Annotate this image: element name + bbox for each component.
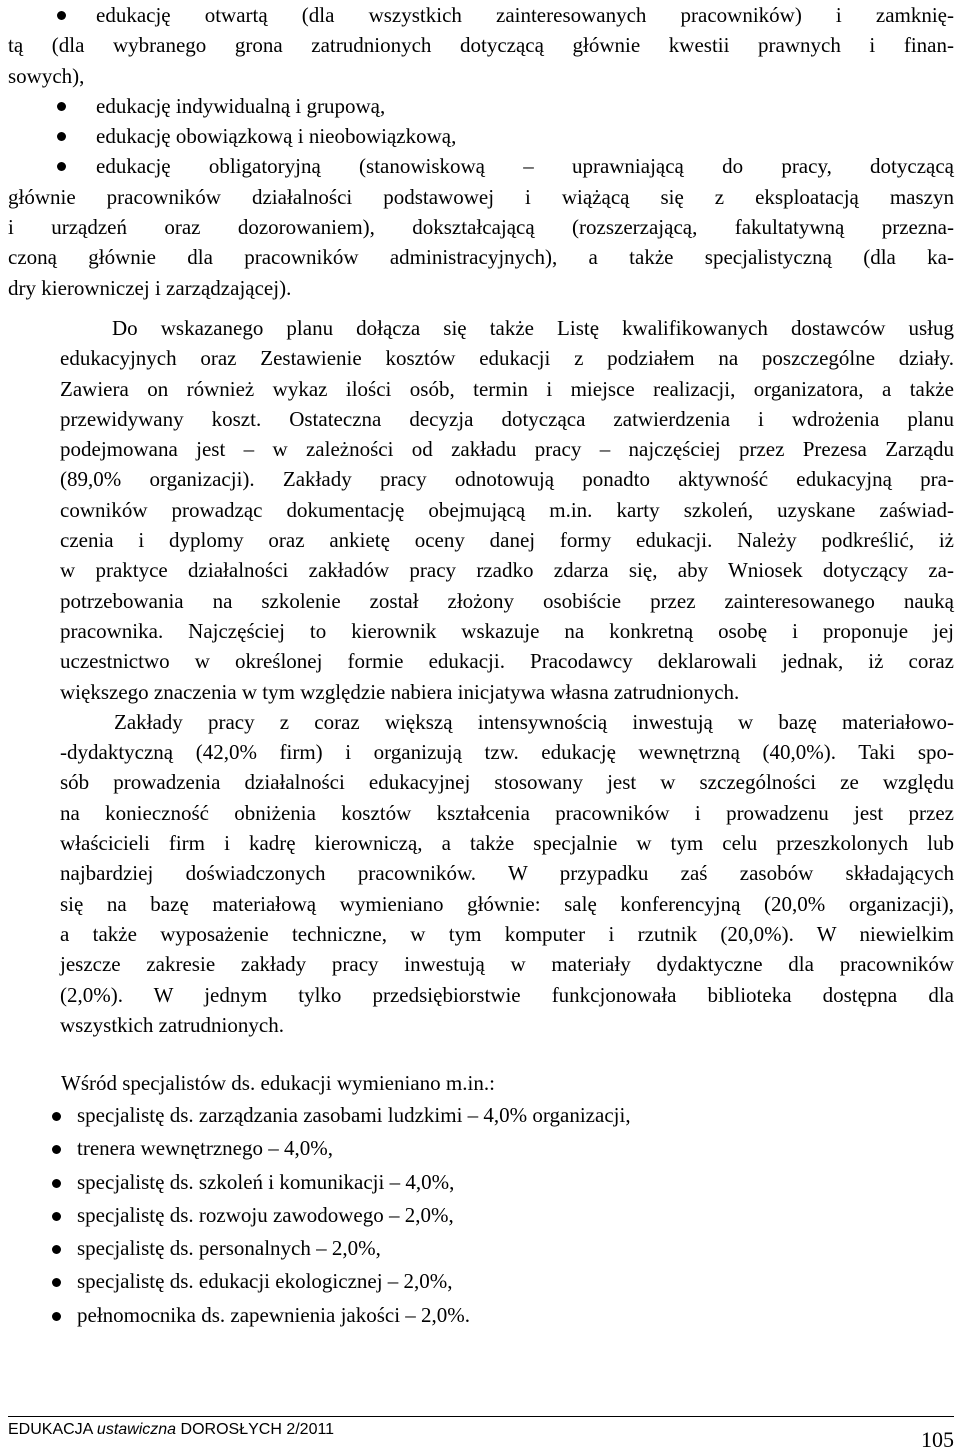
bullet-line: sowych), — [8, 63, 85, 88]
paragraph-line: czenia i dyplomy oraz ankietę oceny danej formy edukacji. Należy podkreślić, iż — [60, 528, 954, 553]
bullet-line: edukację obligatoryjną (stanowiskową – uprawniającą do pracy, dotyczącą — [96, 154, 954, 179]
bullet-icon — [52, 1278, 61, 1287]
list-item — [8, 1233, 954, 1266]
paragraph-line: pracownika. Najczęściej to kierownik wskazuje na konkretną osobę i proponuje jej — [60, 618, 954, 643]
paragraph — [8, 313, 954, 707]
bullet-list-specialists — [8, 1100, 954, 1333]
bullet-icon — [52, 1245, 61, 1254]
list-item-label: specjalistę ds. zarządzania zasobami ludzkimi – 4,0% organizacji, — [77, 1103, 631, 1127]
paragraph-line: (89,0% organizacji). Zakłady pracy odnotowują ponadto aktywność edukacyjną pra- — [60, 467, 954, 492]
list-item-label: specjalistę ds. szkoleń i komunikacji – 4,0%, — [77, 1169, 455, 1194]
body-text — [8, 313, 954, 1040]
paragraph-line: edukacyjnych oraz Zestawienie kosztów edukacji z podziałem na poszczególne działy. — [60, 346, 954, 371]
paragraph — [8, 707, 954, 1040]
journal-title-italic: ustawiczna — [96, 1421, 177, 1438]
page-number: 105 — [921, 1427, 954, 1452]
paragraph-line: wszystkich zatrudnionych. — [60, 1012, 284, 1037]
bullet-line: edukację indywidualną i grupową, — [96, 93, 386, 118]
bullet-icon — [52, 1312, 61, 1321]
paragraph-line: na konieczność obniżenia kosztów kształcenia pracowników i prowadzenu jest przez — [60, 800, 954, 825]
bullet-item — [8, 121, 954, 151]
bullet-icon — [52, 1212, 61, 1221]
paragraph-line: (2,0%). W jednym tylko przedsiębiorstwie funkcjonowała biblioteka dostępna dla — [60, 982, 954, 1007]
paragraph-line: Zakłady pracy z coraz większą intensywnością inwestują w bazę materiałowo- — [114, 709, 954, 734]
paragraph-line: uczestnictwo w określonej formie edukacji. Pracodawcy deklarowali jednak, iż coraz — [60, 649, 954, 674]
list-item-label: specjalistę ds. edukacji ekologicznej – 2,0%, — [77, 1269, 453, 1294]
paragraph-line: cowników prowadząc dokumentację obejmującą m.in. karty szkoleń, uzyskane zaświad- — [60, 497, 954, 522]
bullet-line: dry kierowniczej i zarządzającej). — [8, 275, 292, 300]
paragraph-line: Do wskazanego planu dołącza się także Listę kwalifikowanych dostawców usług — [112, 316, 954, 340]
bullet-icon — [52, 1112, 61, 1121]
paragraph-line: -dydaktyczną (42,0% firm) i organizują tzw. edukację wewnętrzną (40,0%). Taki spo- — [60, 740, 954, 765]
bullet-icon — [57, 102, 66, 111]
list-item — [8, 1133, 954, 1166]
journal-title-part: DOROSŁYCH 2/2011 — [176, 1421, 335, 1438]
list-item-label: specjalistę ds. personalnych – 2,0%, — [77, 1236, 381, 1261]
paragraph-line: a także wyposażenie techniczne, w tym komputer i rzutnik (20,0%). W niewielkim — [60, 921, 954, 946]
bullet-item — [8, 0, 954, 91]
bullet-item — [8, 91, 954, 121]
list-item-label: specjalistę ds. rozwoju zawodowego – 2,0%, — [77, 1202, 454, 1227]
list-item — [8, 1200, 954, 1233]
bullet-icon — [52, 1145, 61, 1154]
paragraph-line: Zawiera on również wykaz ilości osób, termin i miejsce realizacji, organizatora, a także — [60, 376, 954, 401]
paragraph-line: większego znaczenia w tym względzie nabiera inicjatywa własna zatrudnionych. — [60, 679, 740, 704]
paragraph-line: w praktyce działalności zakładów pracy rzadko zdarza się, aby Wniosek dotyczący za- — [60, 558, 954, 583]
list-item — [8, 1100, 954, 1133]
paragraph-line: sób prowadzenia działalności edukacyjnej stosowany jest w szczególności ze względu — [60, 770, 954, 795]
page-footer — [8, 1416, 954, 1451]
bullet-line: edukację obowiązkową i nieobowiązkową, — [96, 124, 457, 149]
journal-title — [8, 1421, 334, 1439]
list-item — [8, 1266, 954, 1299]
list-intro: Wśród specjalistów ds. edukacji wymieniano m.in.: — [61, 1071, 495, 1095]
paragraph-line: najbardziej doświadczonych pracowników. W przypadku zaś zasobów składających — [60, 861, 954, 886]
bullet-item — [8, 151, 954, 302]
paragraph-line: przewidywany koszt. Ostateczna decyzja dotycząca zatwierdzenia i wdrożenia planu — [60, 406, 954, 431]
paragraph-line: jeszcze zakresie zakłady pracy inwestują w materiały dydaktyczne dla pracowników — [60, 952, 954, 977]
bullet-icon — [57, 11, 66, 20]
paragraph-line: się na bazę materiałową wymieniano głównie: salę konferencyjną (20,0% organizacji), — [60, 891, 954, 916]
paragraph-line: podejmowana jest – w zależności od zakładu pracy – najczęściej przez Prezesa Zarządu — [60, 437, 954, 462]
paragraph-line: potrzebowania na szkolenie został złożony osobiście przez zainteresowanego nauką — [60, 588, 954, 613]
bullet-line: i urządzeń oraz dozorowaniem), dokształcającą (rozszerzającą, fakultatywną przezna- — [8, 215, 954, 240]
list-item-label: trenera wewnętrznego – 4,0%, — [77, 1136, 333, 1161]
bullet-list-top — [8, 0, 954, 303]
bullet-line: tą (dla wybranego grona zatrudnionych dotyczącą głównie kwestii prawnych i finan- — [8, 33, 954, 58]
bullet-line: edukację otwartą (dla wszystkich zainteresowanych pracowników) i zamknię- — [96, 3, 954, 27]
bullet-line: głównie pracowników działalności podstawowej i wiążącą się z eksploatacją maszyn — [8, 184, 954, 209]
list-item — [8, 1300, 954, 1333]
paragraph-line: właścicieli firm i kadrę kierowniczą, a także specjalnie w tym celu przeszkolonych lub — [60, 831, 954, 856]
list-item — [8, 1167, 954, 1200]
journal-title-part: EDUKACJA — [8, 1421, 97, 1438]
list-item-label: pełnomocnika ds. zapewnienia jakości – 2,0%. — [77, 1302, 471, 1327]
bullet-line: czoną głównie dla pracowników administracyjnych), a także specjalistyczną (dla ka- — [8, 245, 954, 270]
bullet-icon — [52, 1179, 61, 1188]
